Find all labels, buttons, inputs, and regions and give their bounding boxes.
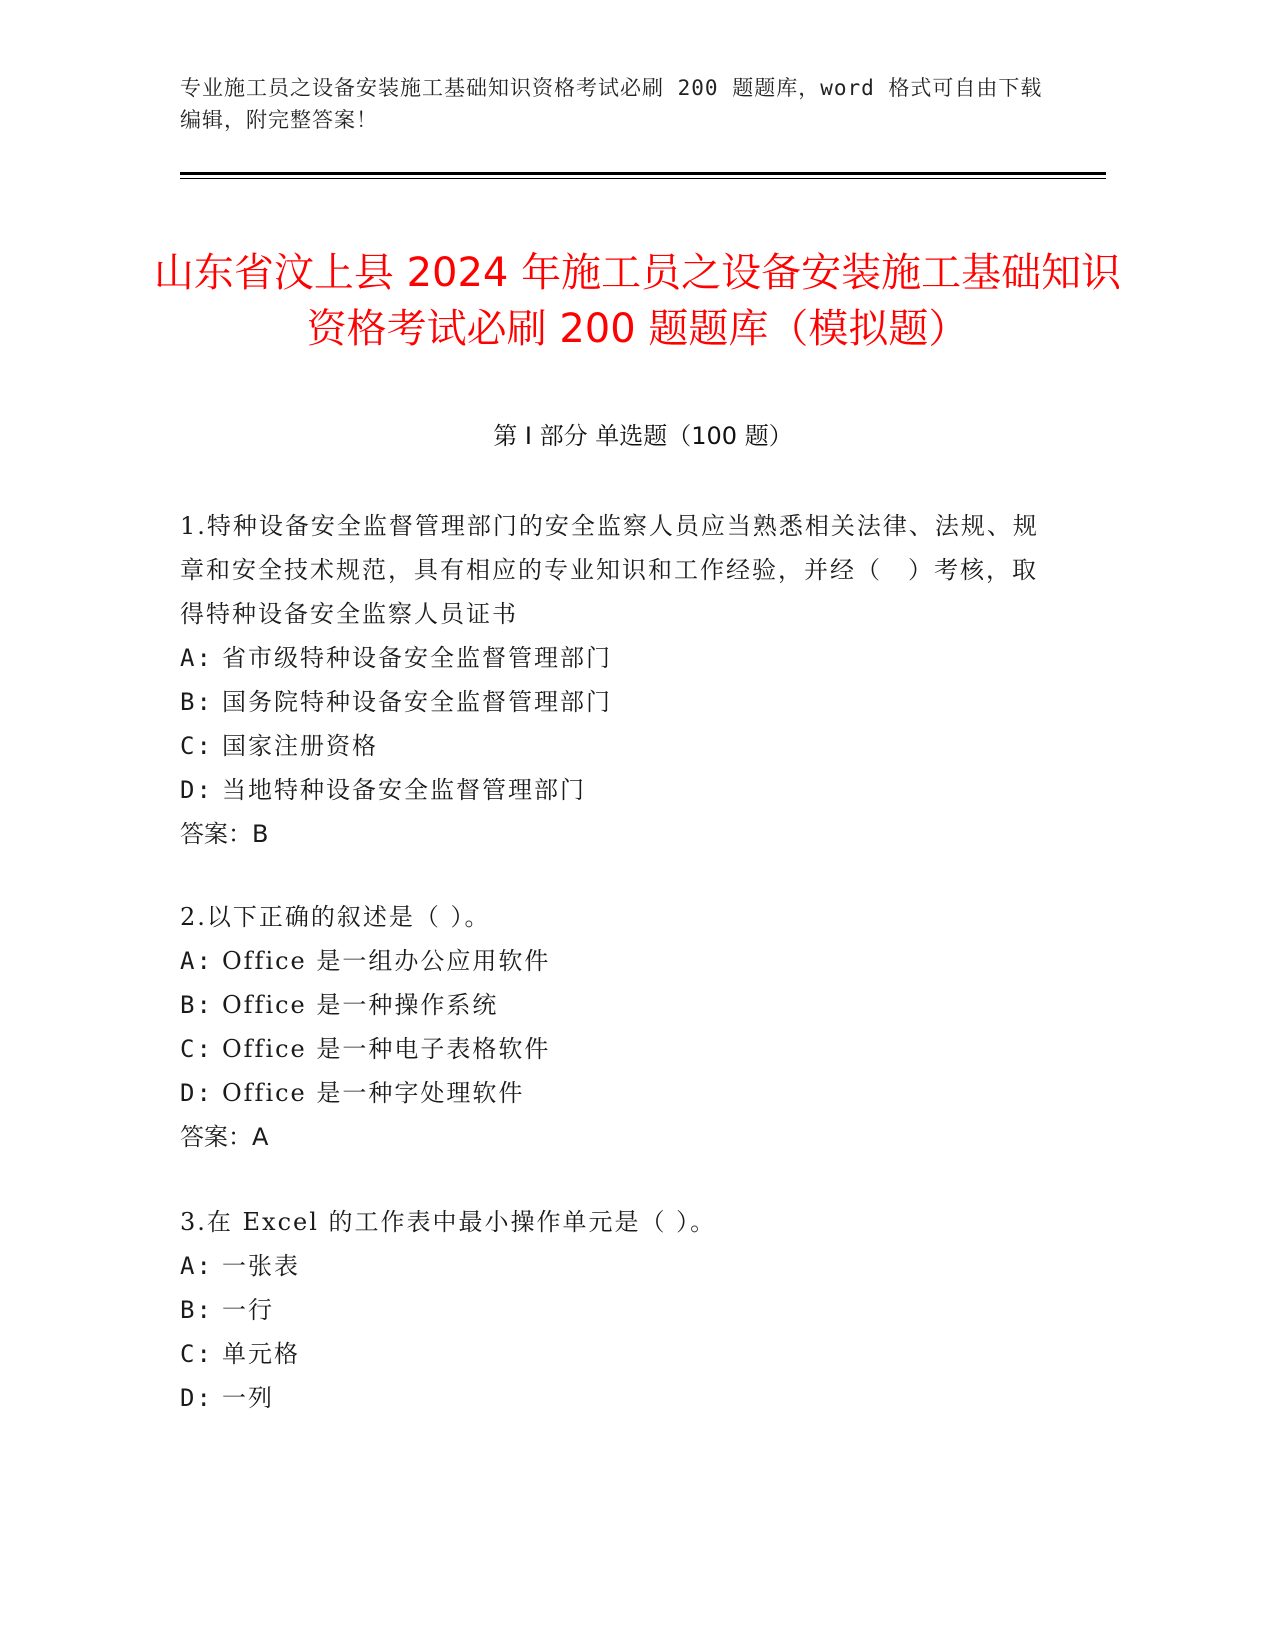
- option-text: Office 是一种操作系统: [222, 991, 499, 1019]
- option-c: [180, 724, 1040, 768]
- option-letter: B:: [180, 991, 213, 1019]
- question-2: [180, 895, 1040, 1159]
- option-d: [180, 768, 1040, 812]
- answer-line: 答案：B: [180, 820, 269, 848]
- option-a: [180, 636, 1040, 680]
- option-a: [180, 1244, 1040, 1288]
- option-d: [180, 1376, 1040, 1420]
- option-text: 国家注册资格: [222, 732, 378, 760]
- question-stem: 1.特种设备安全监督管理部门的安全监察人员应当熟悉相关法律、法规、规章和安全技术规范，具有相应的专业知识和工作经验，并经（ ）考核，取得特种设备安全监察人员证书: [180, 512, 1039, 628]
- option-letter: C:: [180, 1340, 213, 1368]
- option-letter: A:: [180, 644, 213, 672]
- option-b: [180, 680, 1040, 724]
- header-rule-thick: [180, 172, 1106, 175]
- option-a: [180, 939, 1040, 983]
- option-letter: C:: [180, 1035, 213, 1063]
- option-text: Office 是一种字处理软件: [222, 1079, 525, 1107]
- document-title: 山东省汶上县 2024 年施工员之设备安装施工基础知识资格考试必刷 200 题题库（模拟题）: [153, 249, 1122, 352]
- option-letter: B:: [180, 1296, 213, 1324]
- option-text: 省市级特种设备安全监督管理部门: [222, 644, 612, 672]
- header-rule-thin: [180, 178, 1106, 179]
- option-letter: C:: [180, 732, 213, 760]
- option-letter: A:: [180, 1252, 213, 1280]
- option-letter: D:: [180, 776, 213, 804]
- option-b: [180, 983, 1040, 1027]
- option-d: [180, 1071, 1040, 1115]
- option-text: 一行: [222, 1296, 274, 1324]
- option-text: 一列: [222, 1384, 274, 1412]
- option-text: Office 是一组办公应用软件: [222, 947, 551, 975]
- option-text: 一张表: [222, 1252, 300, 1280]
- option-c: [180, 1027, 1040, 1071]
- section-heading: 第 I 部分 单选题（100 题）: [493, 422, 793, 450]
- option-c: [180, 1332, 1040, 1376]
- option-letter: A:: [180, 947, 213, 975]
- answer-line: 答案：A: [180, 1123, 269, 1151]
- header-note: 专业施工员之设备安装施工基础知识资格考试必刷 200 题题库，word 格式可自由下载编辑，附完整答案！: [180, 76, 1043, 132]
- question-1: [180, 504, 1040, 856]
- option-text: Office 是一种电子表格软件: [222, 1035, 551, 1063]
- question-stem: 2.以下正确的叙述是（ ）。: [180, 903, 491, 931]
- option-letter: B:: [180, 688, 213, 716]
- option-text: 当地特种设备安全监督管理部门: [222, 776, 586, 804]
- question-stem: 3.在 Excel 的工作表中最小操作单元是（ ）。: [180, 1208, 717, 1236]
- option-letter: D:: [180, 1384, 213, 1412]
- option-b: [180, 1288, 1040, 1332]
- option-text: 国务院特种设备安全监督管理部门: [222, 688, 612, 716]
- question-3: [180, 1200, 1040, 1420]
- option-text: 单元格: [222, 1340, 300, 1368]
- option-letter: D:: [180, 1079, 213, 1107]
